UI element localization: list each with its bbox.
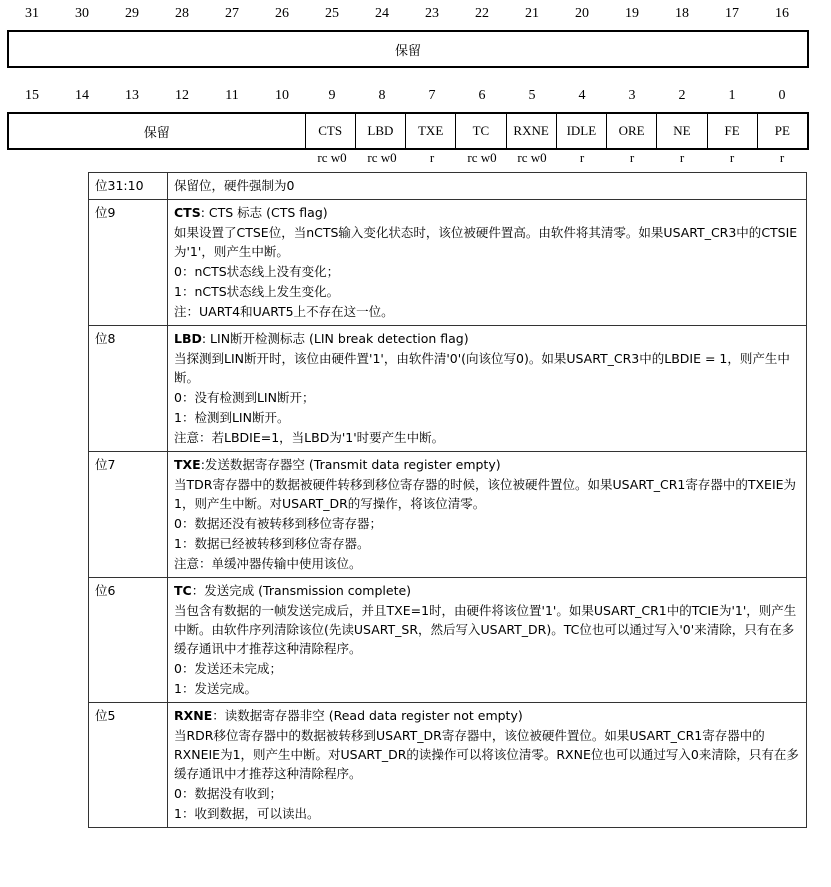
lower-register	[7, 112, 809, 150]
bit-number: 0	[778, 88, 786, 103]
description-line: 当TDR寄存器中的数据被硬件转移到移位寄存器的时候，该位被硬件置位。如果USART_CR1寄存器中的TXEIE为1，则产生中断。对USART_DR的写操作，将该位清零。	[174, 477, 797, 511]
field-name: CTS	[174, 205, 201, 220]
reserved-field: 保留	[394, 42, 421, 58]
field-name: LBD	[174, 331, 202, 346]
bit-number: 14	[75, 88, 89, 103]
description-line: 1：收到数据，可以读出。	[174, 806, 320, 821]
table-row	[89, 326, 807, 452]
bit-label: 位6	[89, 578, 168, 703]
upper-register	[7, 30, 809, 68]
bit-number: 2	[678, 88, 686, 103]
bit-number: 17	[725, 6, 739, 21]
bit-label: 位31:10	[89, 173, 168, 200]
field-idle: IDLE	[556, 114, 606, 148]
field-pe: PE	[757, 114, 807, 148]
bit-label: 位9	[89, 200, 168, 326]
description-title	[174, 329, 800, 348]
bit-description	[168, 326, 807, 452]
bit-number: 22	[475, 6, 489, 21]
title-text: ：读数据寄存器非空 (Read data register not empty)	[212, 708, 523, 723]
table-row	[89, 703, 807, 828]
bit-number: 19	[625, 6, 639, 21]
description-line: 当探测到LIN断开时，该位由硬件置'1'，由软件清'0'(向该位写0)。如果USART_CR3中的LBDIE = 1，则产生中断。	[174, 351, 790, 385]
bit-description	[168, 578, 807, 703]
access-type: rc w0	[517, 150, 547, 165]
field-ore: ORE	[606, 114, 656, 148]
reserved-field: 保留	[143, 124, 170, 140]
description-title	[174, 706, 800, 725]
bit-label: 位5	[89, 703, 168, 828]
title-text: : CTS 标志 (CTS flag)	[200, 205, 328, 220]
bit-number: 25	[325, 6, 339, 21]
description-line: 0：数据还没有被转移到移位寄存器；	[174, 516, 382, 531]
bit-number: 21	[525, 6, 539, 21]
description-line: 1：发送完成。	[174, 681, 257, 696]
bit-description	[168, 200, 807, 326]
description-line: 1：数据已经被转移到移位寄存器。	[174, 536, 370, 551]
description-line: 0：nCTS状态线上没有变化；	[174, 264, 340, 279]
field-rxne: RXNE	[506, 114, 556, 148]
bit-number: 18	[675, 6, 689, 21]
bit-description-table	[88, 172, 807, 828]
bit-number: 15	[25, 88, 39, 103]
lower-bit-numbers	[7, 88, 807, 104]
description-title	[174, 176, 800, 195]
bit-number: 7	[428, 88, 436, 103]
bit-number: 8	[378, 88, 386, 103]
field-ne: NE	[656, 114, 706, 148]
field-name: TC	[174, 583, 192, 598]
description-line: 如果设置了CTSE位，当nCTS输入变化状态时，该位被硬件置高。由软件将其清零。如果USART_CR3中的CTSIE为'1'，则产生中断。	[174, 225, 798, 259]
access-type: r	[779, 150, 785, 165]
bit-number: 4	[578, 88, 586, 103]
table-row	[89, 173, 807, 200]
upper-bit-numbers	[7, 6, 807, 22]
description-line: 当包含有数据的一帧发送完成后，并且TXE=1时，由硬件将该位置'1'。如果USART_CR1中的TCIE为'1'，则产生中断。由软件序列清除该位(先读USART_SR，然后写入USART_DR)。TC位也可以通过写入'0'来清除，只有在多缓存通讯中才推荐这种清除程序。	[174, 603, 797, 656]
description-line: 注意：若LBDIE=1，当LBD为'1'时要产生中断。	[174, 430, 445, 445]
field-txe: TXE	[405, 114, 455, 148]
description-title	[174, 455, 800, 474]
bit-number: 29	[125, 6, 139, 21]
bit-number: 20	[575, 6, 589, 21]
bit-number: 5	[528, 88, 536, 103]
access-type: r	[429, 150, 435, 165]
bit-description	[168, 173, 807, 200]
bit-number: 9	[328, 88, 336, 103]
description-line: 注：UART4和UART5上不存在这一位。	[174, 304, 394, 319]
field-lbd: LBD	[355, 114, 405, 148]
access-type: r	[579, 150, 585, 165]
description-title	[174, 203, 800, 222]
bit-number: 24	[375, 6, 389, 21]
bit-number: 1	[728, 88, 736, 103]
description-title	[174, 581, 800, 600]
access-type: r	[629, 150, 635, 165]
description-line: 1：nCTS状态线上发生变化。	[174, 284, 340, 299]
bit-label: 位8	[89, 326, 168, 452]
bit-number: 23	[425, 6, 439, 21]
table-row	[89, 578, 807, 703]
access-type: rc w0	[367, 150, 397, 165]
description-line: 0：没有检测到LIN断开；	[174, 390, 315, 405]
bit-number: 10	[275, 88, 289, 103]
access-type: r	[679, 150, 685, 165]
access-types	[7, 150, 807, 166]
description-line: 注意：单缓冲器传输中使用该位。	[174, 556, 362, 571]
description-line: 0：数据没有收到；	[174, 786, 282, 801]
title-text: 保留位，硬件强制为0	[174, 178, 295, 193]
bit-number: 11	[225, 88, 239, 103]
bit-number: 31	[25, 6, 39, 21]
title-text: :发送数据寄存器空 (Transmit data register empty)	[200, 457, 501, 472]
bit-label: 位7	[89, 452, 168, 578]
bit-number: 12	[175, 88, 189, 103]
bit-description	[168, 452, 807, 578]
description-line: 当RDR移位寄存器中的数据被转移到USART_DR寄存器中，该位被硬件置位。如果USART_CR1寄存器中的RXNEIE为1，则产生中断。对USART_DR的读操作可以将该位清零。RXNE位也可以通过写入0来清除，只有在多缓存通讯中才推荐这种清除程序。	[174, 728, 799, 781]
field-cts: CTS	[305, 114, 355, 148]
description-line: 0：发送还未完成；	[174, 661, 282, 676]
access-type: rc w0	[467, 150, 497, 165]
field-tc: TC	[455, 114, 505, 148]
bit-number: 26	[275, 6, 289, 21]
bit-number: 16	[775, 6, 789, 21]
field-fe: FE	[707, 114, 757, 148]
access-type: rc w0	[317, 150, 347, 165]
access-type: r	[729, 150, 735, 165]
title-text: ：发送完成 (Transmission complete)	[191, 583, 412, 598]
table-row	[89, 452, 807, 578]
table-row	[89, 200, 807, 326]
bit-number: 3	[628, 88, 636, 103]
description-line: 1：检测到LIN断开。	[174, 410, 290, 425]
bit-number: 6	[478, 88, 486, 103]
bit-description	[168, 703, 807, 828]
title-text: : LIN断开检测标志 (LIN break detection flag)	[201, 331, 469, 346]
bit-number: 13	[125, 88, 139, 103]
field-name: RXNE	[174, 708, 213, 723]
field-name: TXE	[174, 457, 201, 472]
bit-number: 27	[225, 6, 239, 21]
bit-number: 30	[75, 6, 89, 21]
bit-number: 28	[175, 6, 189, 21]
